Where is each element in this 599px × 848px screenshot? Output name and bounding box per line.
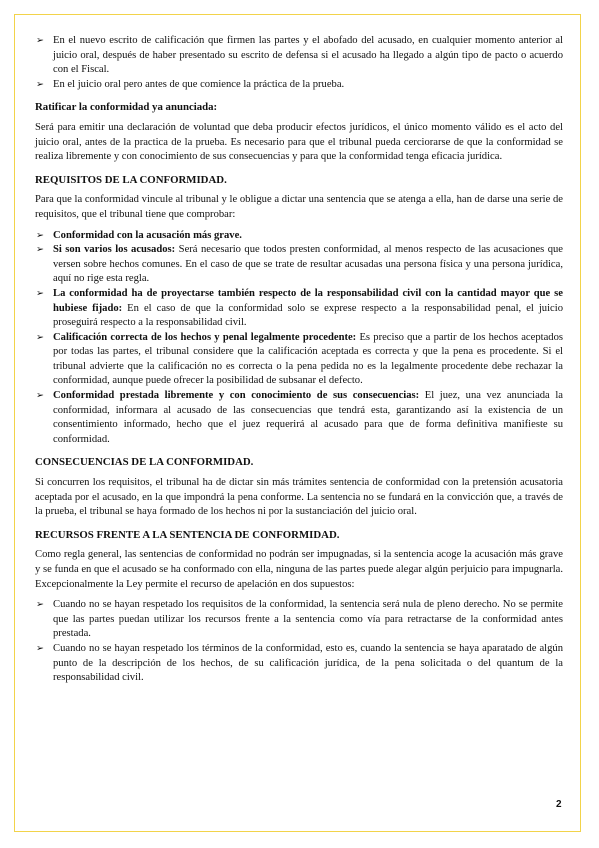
list-item-bold: Conformidad prestada libremente y con conocimiento de sus consecuencias: [53, 390, 420, 402]
arrow-bullet-icon: ➢ [36, 229, 44, 241]
section-heading-recursos: RECURSOS FRENTE A LA SENTENCIA DE CONFORMIDAD. [35, 528, 340, 541]
list-item [35, 287, 563, 331]
arrow-bullet-icon: ➢ [36, 78, 44, 90]
list-item [35, 243, 563, 287]
list-item-text: Cuando no se hayan respetado los requisitos de la conformidad, la sentencia será nula de pleno derecho. No se permite que las partes puedan utilizar los recursos frente a la sentencia como vía para retractarse de la conformidad antes prestada. [53, 599, 563, 640]
section-heading-ratificar: Ratificar la conformidad ya anunciada: [35, 101, 218, 114]
list-item-bold: Calificación correcta de los hechos y penal legalmente procedente: [53, 331, 357, 343]
list-item-text: Es preciso que a partir de los hechos aceptados por todas las partes, el tribunal considere que la calificación aceptada es correcta y que la pena es procedente. Si el tribunal advierte que la calificación no es correcta o la pena pedida no es la legalmente procedente debe rechazar la conformidad, aunque puede ofrecer la posibilidad de subsanar el defecto. [53, 331, 563, 387]
arrow-bullet-icon: ➢ [36, 287, 44, 299]
list-item [35, 389, 563, 447]
list-item-text: Cuando no se hayan respetado los términos de la conformidad, esto es, cuando la sentencia se haya aparatado de algún punto de la descripción de los hechos, de su calificación jurídica, de la pena solicitada o del quantum de la responsabilidad civil. [53, 642, 563, 684]
list-item [35, 34, 563, 78]
list-item-bold: La conformidad ha de proyectarse también respecto de la responsabilidad civil con la cantidad mayor que se hubiese fijado: [53, 287, 563, 314]
list-item [35, 642, 563, 686]
page-number: 2 [556, 799, 562, 810]
list-item [35, 331, 563, 389]
list-item-text: En el nuevo escrito de calificación que firmen las partes y el abofado del acusado, en cualquier momento anterior al juicio oral, después de haber presentado su escrito de defensa si el acusado ha llegado a algún tipo de pacto o acuerdo con el Fiscal. [53, 35, 563, 76]
list-item-bold: Conformidad con la acusación más grave. [53, 229, 242, 241]
list-item-text: En el caso de que la conformidad solo se exprese respecto a la responsabilidad penal, el juicio proseguirá respecto a la responsabilidad civil. [53, 302, 563, 329]
list-item [35, 598, 563, 642]
paragraph-consecuencias: Si concurren los requisitos, el tribunal ha de dictar sin más trámites sentencia de conformidad con la pretensión acusatoria aceptada por el acusado, en la que impondrá la pena conforme. La sentencia no se fundará en la convicción que, a través de la prueba, el tribunal se haya formado de los hechos ni por la sustanciación del juicio oral. [35, 477, 563, 518]
arrow-bullet-icon: ➢ [36, 642, 44, 654]
arrow-bullet-icon: ➢ [36, 244, 44, 256]
paragraph-ratificar: Será para emitir una declaración de voluntad que deba producir efectos jurídicos, el único momento válido es el acto del juicio oral, antes de la practica de la prueba. Es necesario para que el tribunal pueda cerciorarse de que la conformidad se realiza libremente y con conocimiento de sus consecuencias y para que la conformidad tenga eficacia jurídica. [35, 121, 563, 163]
document-body [35, 34, 563, 686]
list-item-text: El juez, una vez anunciada la conformidad, informara al acusado de las consecuencias que tendrá esta, garantizando así la existencia de un consentimiento informado, hecho que el juez requerirá al acusado para que de forma definitiva manifieste su conformidad. [53, 390, 563, 445]
arrow-bullet-icon: ➢ [36, 331, 44, 343]
arrow-bullet-icon: ➢ [36, 35, 44, 46]
arrow-bullet-icon: ➢ [36, 599, 44, 611]
list-item-bold: Si son varios los acusados: [53, 244, 176, 256]
list-item-text: Será necesario que todos presten conformidad, al menos respecto de las acusaciones que versen sobre hechos comunes. En el caso de que se trate de resultar acusadas una persona física y una persona jurídica, aquí no rige esta regla. [53, 244, 563, 285]
section-heading-consecuencias: CONSECUENCIAS DE LA CONFORMIDAD. [35, 456, 254, 469]
list-item [35, 78, 563, 93]
paragraph-recursos: Como regla general, las sentencias de conformidad no podrán ser impugnadas, si la sentencia acoge la acusación más grave y se funda en que el acusado se ha conformado con ella, ninguna de las partes puede alegar algún perjuicio para impugnarla. Excepcionalmente la Ley permite el recurso de apelación en dos supuestos: [35, 549, 563, 590]
section-heading-requisitos: REQUISITOS DE LA CONFORMIDAD. [35, 173, 227, 186]
arrow-bullet-icon: ➢ [36, 390, 44, 402]
paragraph-requisitos-intro: Para que la conformidad vincule al tribunal y le obligue a dictar una sentencia que se atenga a ella, han de darse una serie de requisitos, que el tribunal tiene que comprobar: [35, 194, 563, 220]
list-item [35, 229, 563, 244]
list-item-text: En el juicio oral pero antes de que comience la práctica de la prueba. [53, 78, 345, 90]
